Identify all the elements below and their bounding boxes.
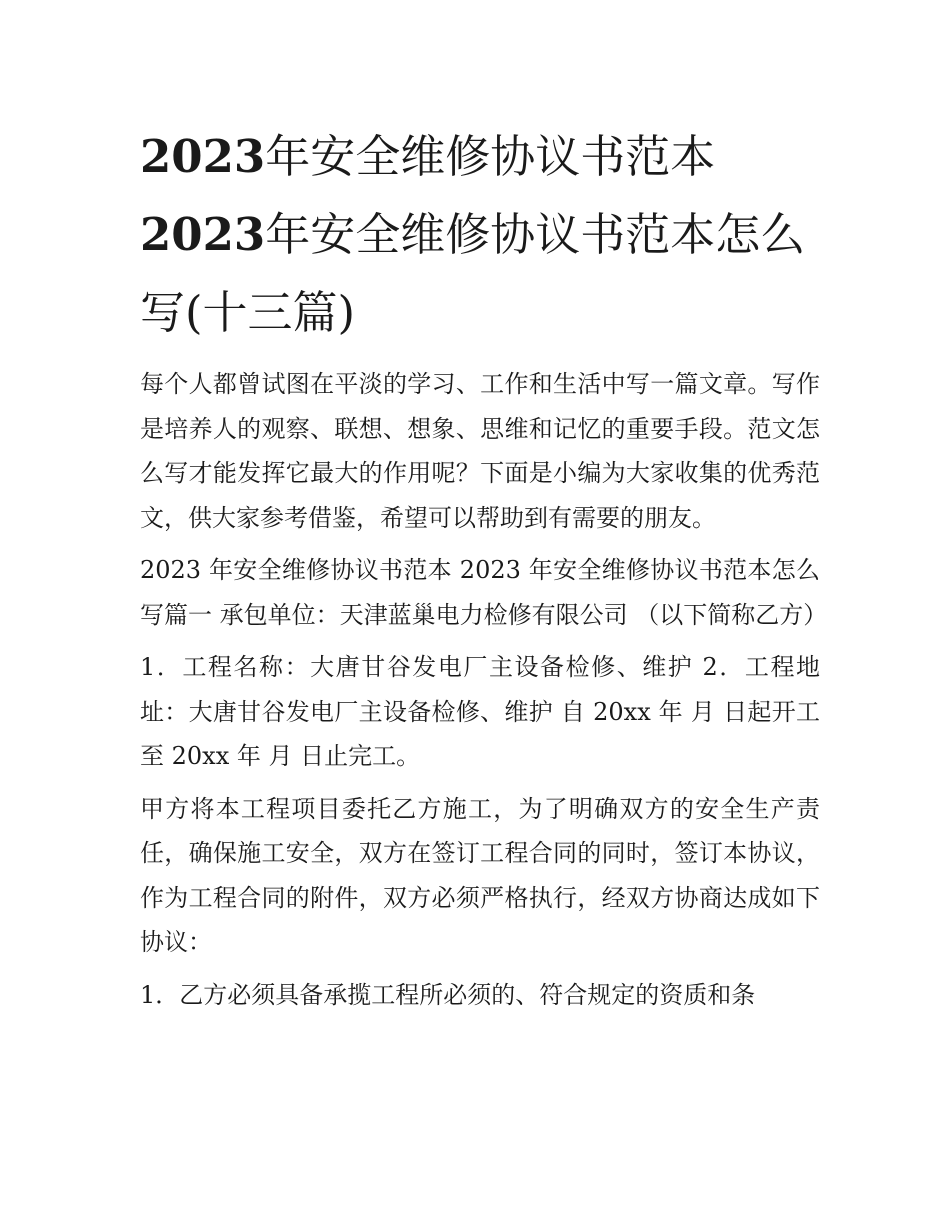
document-page — [140, 118, 828, 1025]
paragraph-heading: 2023 年安全维修协议书范本 2023 年安全维修协议书范本怎么写篇一 承包单位：天津蓝巢电力检修有限公司 （以下简称乙方） — [140, 556, 828, 629]
title-year-1: 2023 — [140, 130, 266, 183]
title-text-1: 年安全维修协议书范本 — [265, 130, 716, 183]
paragraph-clause-1: 1．乙方必须具备承揽工程所必须的、符合规定的资质和条 — [140, 980, 756, 1009]
title-text-2: 年安全维修协议书范本怎么写(十三篇) — [140, 208, 806, 339]
title-year-2: 2023 — [140, 208, 266, 261]
paragraph-project: 1．工程名称：大唐甘谷发电厂主设备检修、维护 2．工程地址：大唐甘谷发电厂主设备检修、维护 自 20xx 年 月 日起开工至 20xx 年 月 日止完工。 — [140, 653, 820, 770]
paragraph-intro: 每个人都曾试图在平淡的学习、工作和生活中写一篇文章。写作是培养人的观察、联想、想象、思维和记忆的重要手段。范文怎么写才能发挥它最大的作用呢？下面是小编为大家收集的优秀范文，供大家参考借鉴，希望可以帮助到有需要的朋友。 — [140, 370, 820, 532]
paragraph-agreement: 甲方将本工程项目委托乙方施工，为了明确双方的安全生产责任，确保施工安全，双方在签订工程合同的同时，签订本协议，作为工程合同的附件，双方必须严格执行，经双方协商达成如下协议： — [140, 794, 820, 956]
document-title — [140, 118, 820, 352]
